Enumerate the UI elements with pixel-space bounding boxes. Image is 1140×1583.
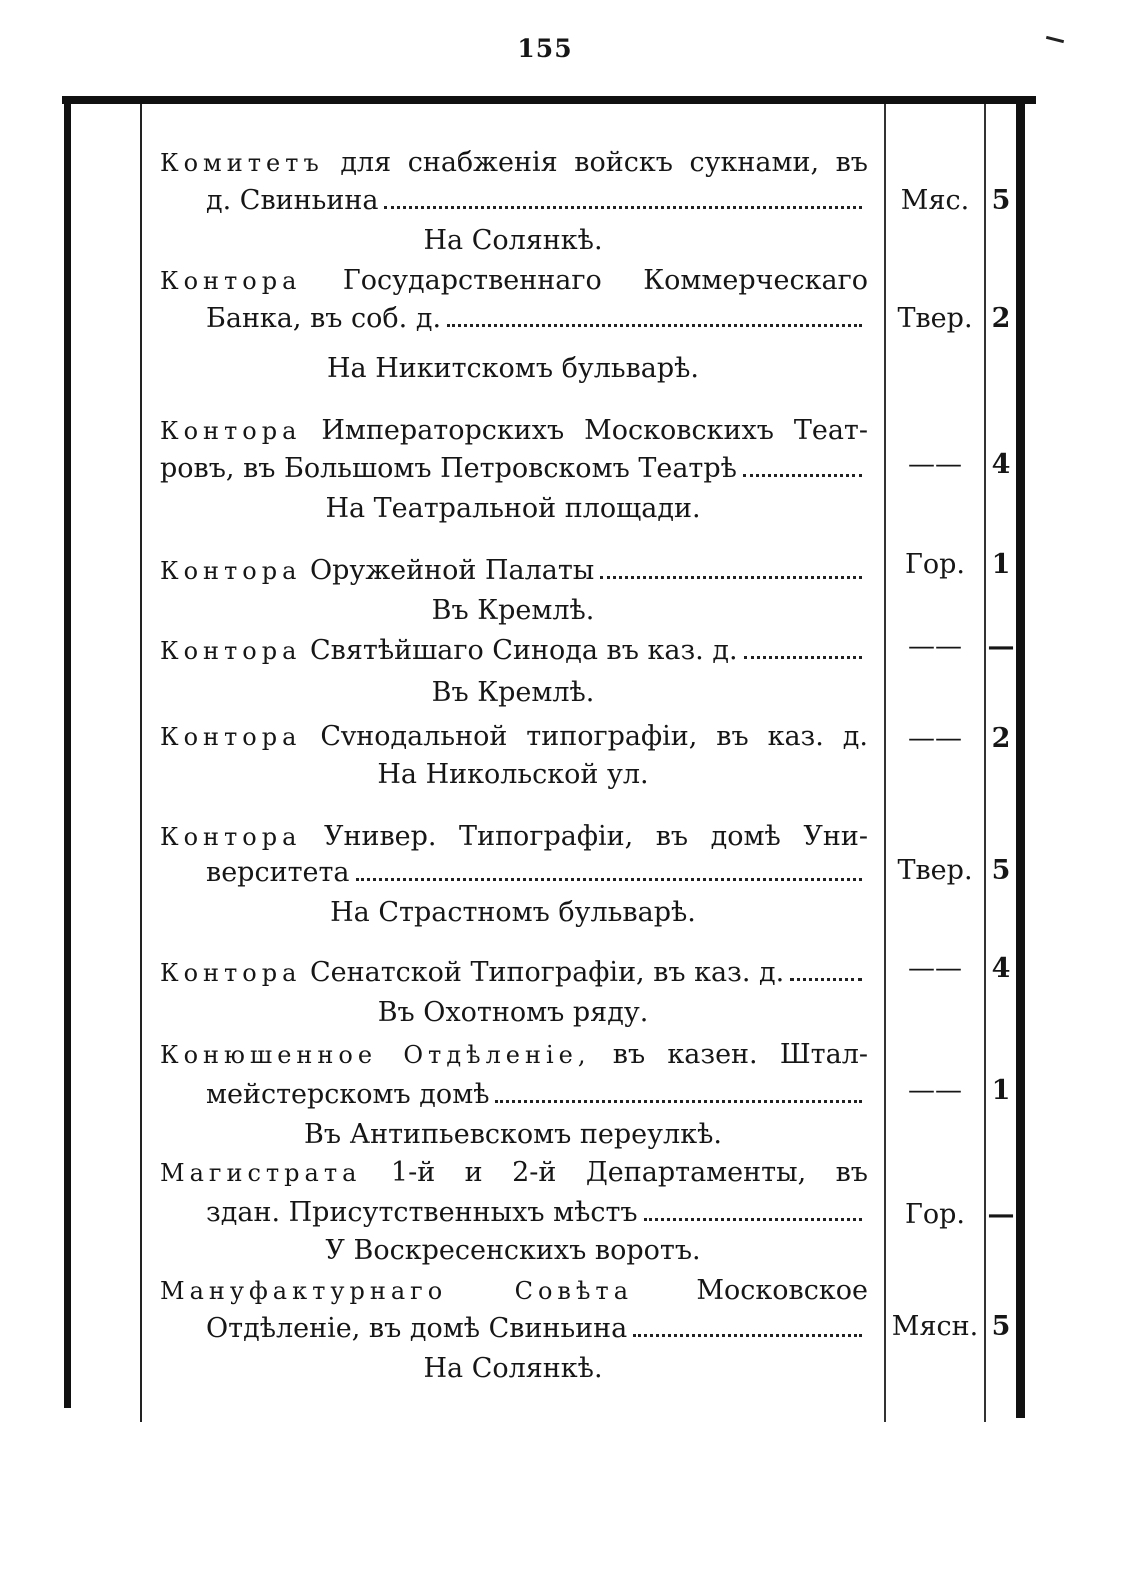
entry-text: Оружейной Палаты [310, 555, 595, 586]
dot-leader [384, 206, 862, 209]
entry-name: Комитетъ [160, 149, 324, 177]
entry-text: верситета [206, 857, 350, 888]
entry-text: Московское [696, 1275, 868, 1306]
part-value: Гор. [905, 1199, 965, 1230]
location-heading: Въ Антипьевскомъ переулкѣ. [304, 1119, 722, 1150]
number-value: 2 [991, 723, 1011, 754]
location-heading: На Никольской ул. [377, 759, 649, 790]
number-value: 5 [991, 1311, 1011, 1342]
entry-text: въ казен. Штал- [612, 1039, 868, 1070]
entry-name: Конюшенное Отдѣленіе, [160, 1041, 591, 1069]
part-value: Мясн. [891, 1311, 979, 1342]
location-heading: На Страстномъ бульварѣ. [330, 897, 696, 928]
number-value: 1 [991, 1075, 1011, 1106]
entry-title-line [160, 956, 868, 990]
part-value: —— [908, 449, 962, 480]
entry-text: Отдѣленіе, въ домѣ Свиньина [206, 1313, 628, 1344]
entry-name: Контора [160, 959, 302, 987]
dot-leader [600, 576, 862, 579]
part-value: Гор. [905, 549, 965, 580]
entry-continuation-line [206, 1312, 868, 1346]
part-value: —— [908, 631, 962, 662]
part-value: —— [908, 1075, 962, 1106]
entry-title-line [160, 414, 868, 448]
entry-name: Контора [160, 267, 302, 295]
number-value: 4 [991, 953, 1011, 984]
part-value: Мяс. [900, 185, 970, 216]
entry-title-line [160, 1274, 868, 1308]
number-value: 5 [991, 185, 1011, 216]
entry-title-line [160, 554, 868, 588]
frame-top-rule [62, 96, 1036, 104]
entry-text: Банка, въ соб. д. [206, 303, 442, 334]
dot-leader [633, 1334, 862, 1337]
frame-left-rule [64, 100, 71, 1408]
entry-text: здан. Присутственныхъ мѣстъ [206, 1197, 638, 1228]
location-heading: На Солянкѣ. [423, 225, 603, 256]
entry-title-line [160, 820, 868, 854]
dot-leader [495, 1100, 862, 1103]
entry-title-line [160, 146, 868, 180]
entry-title-line [160, 264, 868, 298]
number-value: — [987, 1199, 1015, 1230]
entry-title-line [160, 1038, 868, 1072]
entry-text: для снабженія войскъ сукнами, въ [340, 147, 868, 178]
entry-continuation-line [206, 856, 868, 890]
entry-name: Контора [160, 823, 302, 851]
entry-continuation-line [206, 302, 868, 336]
entry-title-line [160, 634, 868, 668]
part-value: —— [908, 723, 962, 754]
number-value: 2 [991, 303, 1011, 334]
entry-continuation-line [206, 1196, 868, 1230]
entry-name: Контора [160, 637, 302, 665]
location-heading: На Никитскомъ бульварѣ. [326, 353, 700, 384]
dot-leader [744, 656, 862, 659]
entry-name: Контора [160, 417, 302, 445]
entry-text: Государственнаго Коммерческаго [342, 265, 868, 296]
entry-text: Императорскихъ Московскихъ Теат- [321, 415, 868, 446]
entry-title-line [160, 1156, 868, 1190]
location-heading: Въ Кремлѣ. [431, 595, 595, 626]
entry-text: мейстерскомъ домѣ [206, 1079, 490, 1110]
number-value: 4 [991, 449, 1011, 480]
part-value: Твер. [897, 855, 973, 886]
entry-text: Святѣйшаго Синода въ каз. д. [310, 635, 738, 666]
entry-continuation-line [160, 452, 868, 486]
location-heading: Въ Кремлѣ. [431, 677, 595, 708]
entry-title-line [160, 720, 868, 754]
entry-text: ровъ, въ Большомъ Петровскомъ Театрѣ [160, 453, 737, 484]
dot-leader [447, 324, 862, 327]
entry-text: Сенатской Типографіи, въ каз. д. [310, 957, 785, 988]
dot-leader [790, 978, 862, 981]
entry-name: Мануфактурнаго Совѣта [160, 1277, 633, 1305]
entry-text: Универ. Типографіи, въ домѣ Уни- [323, 821, 868, 852]
location-heading: На Солянкѣ. [423, 1353, 603, 1384]
entry-text: д. Свиньина [206, 185, 379, 216]
page-number: 155 [517, 34, 573, 63]
dot-leader [356, 878, 862, 881]
frame-right-rule [1016, 100, 1025, 1418]
entry-text: Сvнодальной типографіи, въ каз. д. [320, 721, 868, 752]
entry-continuation-line [206, 184, 868, 218]
entry-text: 1-й и 2-й Департаменты, въ [390, 1157, 868, 1188]
entry-name: Магистрата [160, 1159, 362, 1187]
entry-continuation-line [206, 1078, 868, 1112]
part-value: —— [908, 953, 962, 984]
location-heading: На Театральной площади. [325, 493, 701, 524]
dot-leader [644, 1218, 862, 1221]
entry-name: Контора [160, 723, 302, 751]
entry-name: Контора [160, 557, 302, 585]
dot-leader [743, 474, 862, 477]
part-value: Твер. [897, 303, 973, 334]
number-value: — [987, 631, 1015, 662]
location-heading: У Воскресенскихъ воротъ. [325, 1235, 701, 1266]
location-heading: Въ Охотномъ ряду. [377, 997, 649, 1028]
number-value: 1 [991, 549, 1011, 580]
number-value: 5 [991, 855, 1011, 886]
